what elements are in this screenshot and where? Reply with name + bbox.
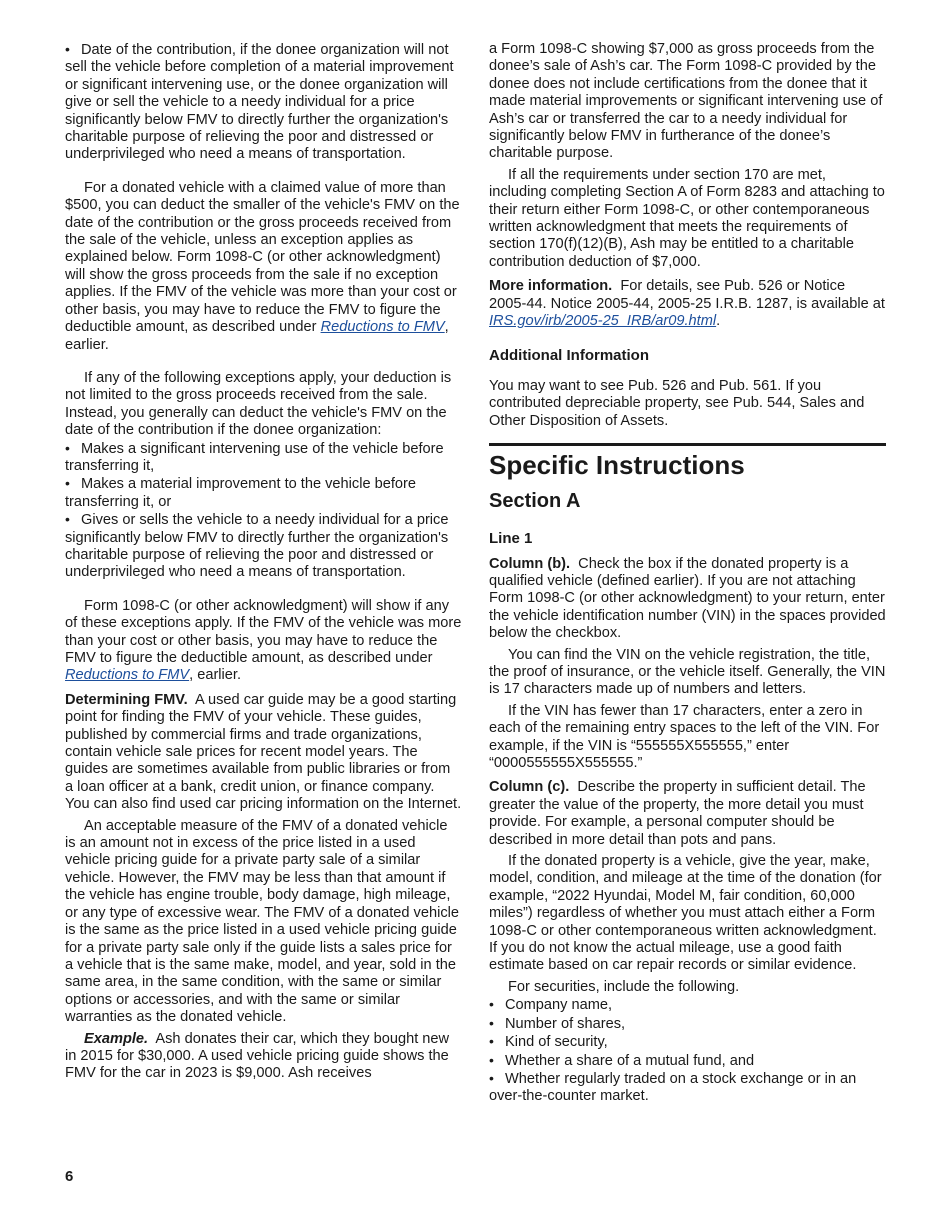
determining-fmv-heading: Determining FMV. — [65, 691, 188, 708]
securities-item: • Kind of security, — [489, 1033, 886, 1051]
right-column — [489, 41, 886, 1106]
irs-notice-link[interactable]: IRS.gov/irb/2005-25_IRB/ar09.html — [489, 313, 717, 330]
paragraph-acceptable-measure: An acceptable measure of the FMV of a donated vehicle is an amount not in excess of the price listed in a used vehicle pricing guide for a private party sale of a similar vehicle. However, the FMV may be less than that amount if the vehicle has engine trouble, body damage, high mileage, or any type of excessive wear. The FMV of a donated vehicle is the same as the price listed in a used vehicle pricing guide for a private party sale only if the guide lists a sales price for a vehicle that is the same make, model, and year, sold in the same area, in the same condition, with the same or similar options or accessories, and with the same or similar warranties as the donated vehicle. — [65, 817, 459, 1026]
paragraph-example: Example. Ash donates their car, which they bought new in 2015 for $30,000. A used vehicle pricing guide shows the FMV for the car in 2023 is $9,000. Ash receives — [65, 1030, 450, 1082]
more-information-heading: More information. — [489, 278, 613, 295]
securities-item: • Whether a share of a mutual fund, and — [489, 1052, 886, 1070]
paragraph-additional-information: You may want to see Pub. 526 and Pub. 561. If you contributed depreciable property, see Pub. 544, Sales and Other Disposition of Assets. — [489, 377, 865, 429]
paragraph-claimed-value: For a donated vehicle with a claimed value of more than $500, you can deduct the smaller of the vehicle's FMV on the date of the contribution or the gross proceeds received from the sale of the vehicle, unless an exception applies as explained below. Form 1098-C (or other acknowledgment) will show the gross proceeds from the sale if no exception applies. If the FMV of the vehicle was more than your cost or other basis, you may have to reduce the FMV to figure the deductible amount, as described under Reductions to FMV, earlier. — [65, 179, 460, 353]
paragraph-column-c: Column (c). Describe the property in sufficient detail. The greater the value of the property, the more detail you must provide. For example, a personal computer should be described in more detail than pots and pans. — [489, 779, 866, 848]
paragraph-vin-fewer: If the VIN has fewer than 17 characters, enter a zero in each of the remaining entry spaces to the left of the VIN. For example, if the VIN is “555555X555555,” enter “0000555555X555555.” — [489, 702, 880, 771]
column-b-heading: Column (b). — [489, 555, 571, 572]
paragraph-form-1098c: Form 1098-C (or other acknowledgment) will show if any of these exceptions apply. If the FMV of the vehicle was more than your cost or other basis, you may have to reduce the FMV to figure the deductible amount, as described under Reductions to FMV, earlier. — [65, 597, 462, 684]
paragraph-column-b: Column (b). Check the box if the donated property is a qualified vehicle (defined earlier). If you are not attaching Form 1098-C (or other acknowledgment) to your return, enter the vehicle identification number (VIN) in the spaces provided below the checkbox. — [489, 555, 886, 642]
exception-item: • Makes a material improvement to the vehicle before transferring it, or — [65, 475, 462, 511]
securities-item: • Company name, — [489, 996, 886, 1014]
section-a-title: Section A — [489, 490, 581, 513]
page-number: 6 — [65, 1168, 74, 1185]
paragraph-vin-find: You can find the VIN on the vehicle registration, the title, the proof of insurance, or the vehicle itself. Generally, the VIN is 17 characters made up of numbers and letters. — [489, 646, 886, 698]
paragraph-vehicle-detail: If the donated property is a vehicle, give the year, make, model, condition, and mileage at the time of the donation (for example, “2022 Hyundai, Model M, fair condition, 60,000 miles”) regardless of whether you must attach either a Form 1098-C or other contemporaneous written acknowledgment. If you do not know the actual mileage, use a good faith estimate based on car repair records or similar evidence. — [489, 853, 882, 974]
reductions-to-fmv-link-1[interactable]: Reductions to FMV — [320, 319, 445, 336]
column-c-heading: Column (c). — [489, 779, 570, 796]
securities-item: • Whether regularly traded on a stock exchange or in an over-the-counter market. — [489, 1070, 886, 1106]
example-heading: Example. — [84, 1030, 149, 1047]
paragraph-more-information: More information. For details, see Pub. 526 or Notice 2005-44. Notice 2005-44, 2005-25 I.R.B. 1287, is available at IRS.gov/irb/2005-25_IRB/ar09.html. — [489, 278, 885, 330]
paragraph-securities-intro: For securities, include the following. — [508, 978, 740, 995]
paragraph-determining-fmv: Determining FMV. A used car guide may be a good starting point for finding the FMV of your vehicle. These guides, published by commercial firms and trade organizations, contain vehicle sale prices for recent model years. The guides are sometimes available from public libraries or from a loan officer at a bank, credit union, or finance company. You can also find used car pricing information on the Internet. — [65, 691, 462, 813]
exception-item: • Makes a significant intervening use of the vehicle before transferring it, — [65, 440, 462, 476]
reductions-to-fmv-link-2[interactable]: Reductions to FMV — [65, 667, 190, 684]
securities-item: • Number of shares, — [489, 1015, 886, 1033]
left-column — [65, 41, 462, 1083]
specific-instructions-title: Specific Instructions — [489, 450, 745, 481]
section-divider — [489, 443, 886, 446]
bullet-date-of-contribution: • Date of the contribution, if the donee organization will not sell the vehicle before completion of a material improvement or significant intervening use, or the donee organization will give or sell the vehicle to a needy individual for a price significantly below FMV to directly further the organization's charitable purpose of relieving the poor and distressed or underprivileged who need a means of transportation. — [65, 41, 462, 164]
paragraph-requirements: If all the requirements under section 170 are met, including completing Section A of Form 8283 and attaching to their return either Form 1098-C, or other contemporaneous written acknowledgment that meets the requirements of section 170(f)(12)(B), Ash may be entitled to a charitable contribution deduction of $7,000. — [489, 166, 885, 270]
additional-information-heading: Additional Information — [489, 346, 649, 364]
paragraph-example-continued: a Form 1098-C showing $7,000 as gross proceeds from the donee’s sale of Ash’s car. The Form 1098-C provided by the donee does not include certifications from the donee that it made material improvements or significant intervening use of Ash’s car or transferred the car to a needy individual for significantly below FMV in furtherance of the donee’s charitable purpose. — [489, 41, 883, 162]
exception-item: • Gives or sells the vehicle to a needy individual for a price significantly below FMV to directly further the organization's charitable purpose of relieving the poor and distressed or underprivileged who need a means of transportation. — [65, 511, 462, 582]
line-1-heading: Line 1 — [489, 530, 533, 548]
paragraph-exceptions-intro: If any of the following exceptions apply, your deduction is not limited to the gross proceeds received from the sale. Instead, you generally can deduct the vehicle's FMV on the date of the contribution if the donee organization: — [65, 369, 452, 439]
